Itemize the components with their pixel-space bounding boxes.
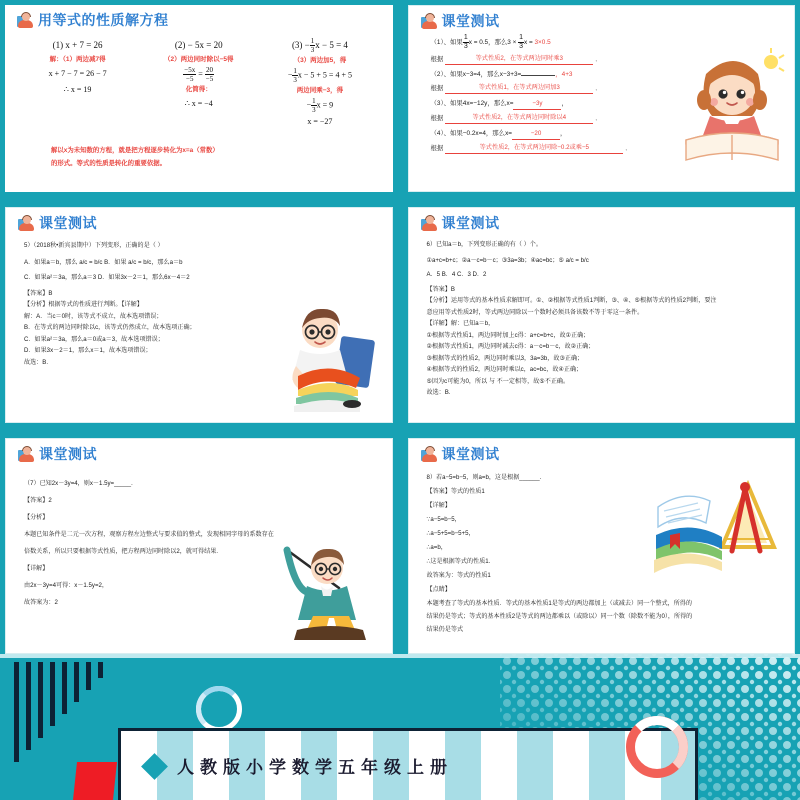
detail-line: ①根据等式性质1，两边同时加上c得：a+c=b+c，故①正确；	[426, 331, 590, 339]
boy-reading-illustration	[280, 304, 380, 414]
conclusion-line-1: 解以x为未知数的方程，就是把方程逐步转化为x=a（常数）	[51, 147, 219, 155]
question-prompt: （7）已知2x－3y=4，则x－1.5y=_____．	[24, 480, 138, 487]
tips-label: 【点睛】	[426, 586, 451, 593]
solution-line: B．在等式的两边同时除以c，该等式仍然成立，故本选项正确；	[24, 324, 196, 331]
analysis-line: 【分析】运用等式的基本性质求解即可。①、②根据等式性质1判断，③、④、⑤根据等式的性质2判断，要注	[426, 297, 717, 304]
red-ring-decoration	[626, 716, 688, 778]
detail-line: ④根据等式的性质2，两边同时乘以c，ac=bc，故④正确；	[426, 366, 583, 373]
teacher-icon	[17, 12, 34, 28]
detail-line: 故答案为：2	[24, 599, 58, 606]
answer-line: 【答案】B	[24, 289, 53, 297]
answer-line: 【答案】等式的性质1	[426, 488, 485, 495]
tips-line: 本题考查了等式的基本性质．等式的基本性质1是等式的两边都加上（或减去）同一个整式，所得的	[426, 600, 692, 607]
solution-line: 解：A．当c＝0时，该等式不成立，故本选项错误；	[24, 312, 163, 320]
basis-row: 根据 等式性质1，在等式两边同加3 ．	[430, 84, 602, 92]
variant-row: ①a+c=b+c；②a－c=b－c；③3a=3b；④ac=bc；⑤ a/c = b/c	[426, 256, 589, 264]
equation-column-1	[19, 37, 136, 130]
tips-line: 结果仍是等式；等式的基本性质2是等式的两边都乘以（或除以）同一个数（除数不能为0），所得的	[426, 613, 693, 620]
problem-statement: (1) x + 7 = 26	[52, 40, 103, 50]
detail-line: ∴这是根据等式的性质1．	[426, 558, 495, 565]
question-text: （2）、如果x−3=4，那么x−3+3= ，4+3	[430, 71, 573, 78]
solution-step: 两边同乘−3，得	[296, 87, 344, 95]
basis-row: 根据 等式性质2，在等式两边同时乘3 ．	[430, 55, 602, 63]
slide-thumbnail-4[interactable]	[403, 202, 800, 428]
basis-row: 根据 等式性质2，在等式两边同时除以4 ．	[430, 114, 602, 122]
slide-header	[421, 11, 787, 30]
slide-thumbnail-6[interactable]	[403, 433, 800, 659]
question-text: （4）、如果−0.2x=4，那么x= −20 ，	[431, 128, 677, 140]
equation-column-3	[261, 37, 378, 130]
conclusion-line-2: 的形式。等式的性质是转化的重要依据。	[51, 160, 167, 168]
option-row: C．如果a²＝3a，那么a＝3 D．如果3x－2＝1，那么6x－4＝2	[24, 274, 190, 281]
slide-title: 课堂测试	[441, 214, 500, 231]
teacher-icon	[18, 446, 35, 462]
analysis-line: 本题已知条件是二元一次方程，观察方程左边整式与要求值的整式，发现相同字母的系数存在	[24, 531, 274, 538]
tips-line: 结果仍是等式	[426, 626, 464, 633]
inline-answer[interactable]: −3y	[513, 98, 561, 110]
books-and-compass-illustration	[640, 473, 780, 583]
blue-ring-decoration	[196, 686, 242, 732]
equation-columns	[13, 37, 385, 130]
basis-label: 根据	[430, 145, 444, 152]
question-text: （1）、如果 $\frac{1}{3}$ x = 0.5，那么3 × $\frac{1}{3}$ x = 3×0.5	[430, 34, 551, 50]
detail-label: 【详解】	[24, 565, 49, 572]
solution-step: （2）两边同时除以−5得	[163, 56, 234, 63]
basis-label: 根据	[430, 56, 444, 63]
teacher-icon	[421, 13, 438, 29]
red-parallelogram-decoration	[73, 762, 117, 800]
detail-line: ∴a=b，	[426, 544, 447, 551]
analysis-line: 意应用等式性质2时，等式两边同除以一个数时必须具备该数不等于零这一条件。	[426, 308, 644, 316]
solution-step: （3）两边加5，得	[293, 57, 347, 65]
question-body	[417, 237, 787, 399]
solution-step: 化简得：	[185, 86, 212, 93]
basis-label: 根据	[430, 115, 444, 122]
answer-line: 【答案】B	[426, 285, 455, 293]
teacher-pointer-illustration	[277, 542, 382, 647]
slide-header	[18, 444, 384, 463]
solution-step: ∴ x = −4	[184, 99, 213, 108]
solution-step: 解：（1）两边减7得	[49, 56, 106, 63]
problem-statement: (3) − $\frac{1}{3}$ x − 5 = 4	[291, 37, 348, 55]
teacher-icon	[421, 446, 438, 462]
slide-header	[421, 444, 787, 463]
slide-title: 课堂测试	[441, 12, 500, 29]
teacher-icon	[18, 215, 35, 231]
detail-line: 由2x－3y=4可得：x－1.5y=2，	[24, 582, 108, 589]
analysis-line: 倍数关系，所以只要根据等式性质，把方程两边同时除以2，就可得结果．	[24, 548, 223, 555]
detail-line: ∴a−5+5=b−5+5，	[426, 530, 475, 537]
book-title-box	[118, 728, 698, 800]
basis-answer[interactable]: 等式性质1，在等式两边同加3	[445, 82, 593, 94]
footer-banner	[0, 654, 800, 800]
slide-thumbnail-5[interactable]	[0, 433, 398, 659]
slide-thumbnail-3[interactable]	[0, 202, 398, 428]
detail-line: ②根据等式性质1，两边同时减去c得：a－c=b－c，故②正确；	[426, 343, 595, 350]
answer-line: 【答案】2	[24, 497, 52, 504]
slide-title: 课堂测试	[39, 445, 97, 462]
question-prompt: 6）已知a＝b，下列变形正确的有（ ）个。	[426, 241, 542, 248]
basis-label: 根据	[430, 85, 444, 92]
solution-line: D．如果3x－2＝1，那么x＝1，故本选项错误；	[24, 347, 152, 354]
basis-answer[interactable]: 等式性质2，在等式两边同时乘3	[445, 53, 593, 65]
solution-step: x + 7 − 7 = 26 − 7	[48, 69, 107, 78]
vertical-bars-decoration	[14, 662, 124, 772]
option-row: A．如果a＝b，那么 a/c = b/c B．如果 a/c = b/c，那么a＝b	[24, 258, 183, 266]
solution-line: C．如果a²＝3a，那么a＝0或a＝3，故本选项错误；	[24, 335, 164, 343]
question-text: （3）、如果4x=−12y，那么x= −3y ，	[431, 98, 677, 110]
basis-answer[interactable]: 等式性质2，在等式两边同除−0.2或乘−5	[445, 142, 623, 154]
detail-line: 故选：B.	[426, 389, 451, 396]
fill-in-blank-exercise	[417, 34, 787, 165]
option-row: A．5 B．4 C．3 D．2	[426, 271, 487, 278]
question-prompt: 8）若a−5=b−5，则a=b，这是根据______．	[426, 474, 546, 481]
solution-line: 故选：B.	[24, 358, 49, 366]
book-title: 人教版小学数学五年级上册	[177, 758, 453, 777]
solution-step: ∴ x = 19	[63, 85, 92, 94]
solution-step: x = −27	[307, 117, 333, 127]
slide-title: 课堂测试	[39, 214, 97, 231]
detail-line: ⑤因为c可能为0，所以 与 不一定相等，故⑤不正确。	[426, 377, 570, 385]
equation-column-2	[140, 37, 257, 130]
detail-line: ③根据等式的性质2，两边同时乘以3，3a=3b，故③正确；	[426, 354, 584, 362]
basis-row: 根据 等式性质2，在等式两边同除−0.2或乘−5 ．	[430, 144, 632, 152]
teacher-icon	[421, 215, 438, 231]
detail-line: ∵a−5=b−5，	[426, 516, 461, 523]
basis-answer[interactable]: 等式性质2，在等式两边同时除以4	[445, 112, 593, 124]
slide-header	[421, 213, 787, 232]
detail-line: 【详解】解：已知a＝b，	[426, 320, 495, 327]
solution-step: $\frac{-5x}{-5}$ = $\frac{20}{-5}$	[184, 66, 214, 83]
question-prompt: 5）（2018秋•新宾县期中）下列变形，正确的是（ ）	[24, 242, 164, 249]
solution-step: − $\frac{1}{3}$ x − 5 + 5 = 4 + 5	[287, 67, 352, 85]
conclusion-text	[51, 144, 385, 170]
problem-statement: (2) − 5x = 20	[174, 40, 223, 50]
analysis-label: 【分析】	[24, 514, 49, 521]
detail-line: 故答案为：等式的性质1	[426, 572, 491, 579]
slide-header	[18, 213, 384, 232]
slide-thumbnail-1[interactable]	[0, 0, 398, 197]
detail-label: 【详解】	[426, 502, 451, 509]
slide-thumbnail-2[interactable]	[403, 0, 800, 197]
solution-step: − $\frac{1}{3}$ x = 9	[306, 97, 334, 115]
slide-header	[17, 10, 385, 29]
slide-title: 课堂测试	[441, 445, 500, 462]
analysis-line: 【分析】根据等式的性质进行判断。【详解】	[24, 301, 143, 308]
inline-answer[interactable]: −20	[512, 128, 560, 140]
question-list	[417, 34, 677, 165]
girl-reading-illustration	[676, 40, 786, 165]
slide-title: 用等式的性质解方程	[38, 11, 169, 28]
